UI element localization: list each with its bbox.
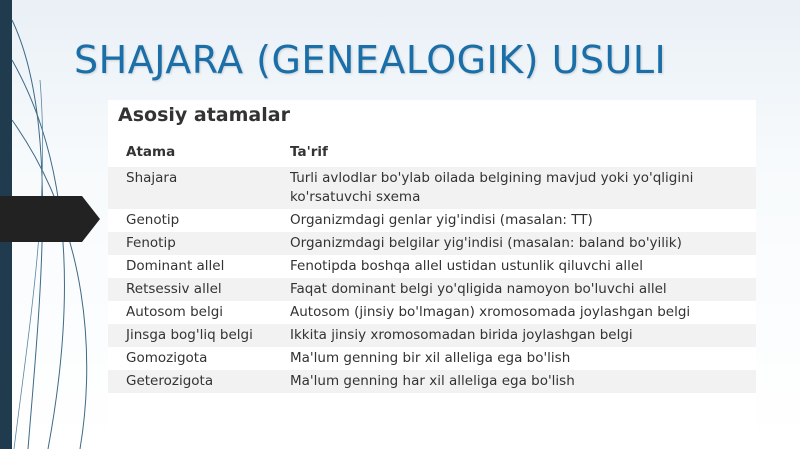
- definition-cell: Organizmdagi genlar yig'indisi (masalan: TT): [290, 212, 593, 228]
- arrow-tab-shape: [0, 196, 100, 242]
- table-row: [108, 324, 756, 347]
- column-header-term: Atama: [126, 144, 176, 160]
- term-cell: Shajara: [126, 170, 178, 186]
- definition-cell: Ma'lum genning har xil alleliga ega bo'lish: [290, 373, 575, 389]
- term-cell: Autosom belgi: [126, 304, 224, 320]
- table-row: [108, 370, 756, 393]
- terms-table: [108, 138, 756, 393]
- term-cell: Retsessiv allel: [126, 281, 222, 297]
- definition-cell: Fenotipda boshqa allel ustidan ustunlik qiluvchi allel: [290, 258, 643, 274]
- table-row: [108, 301, 756, 324]
- column-header-definition: Ta'rif: [290, 144, 328, 160]
- term-cell: Jinsga bog'liq belgi: [126, 327, 253, 343]
- definition-cell: Faqat dominant belgi yo'qligida namoyon bo'luvchi allel: [290, 281, 667, 297]
- term-cell: Genotip: [126, 212, 180, 228]
- definition-cell: Organizmdagi belgilar yig'indisi (masalan: baland bo'yilik): [290, 235, 682, 251]
- slide-title: SHAJARA (GENEALOGIK) USULI: [74, 38, 667, 82]
- table-row: [108, 209, 756, 232]
- card-heading: Asosiy atamalar: [118, 104, 290, 126]
- term-cell: Gomozigota: [126, 350, 208, 366]
- definition-cell: Turli avlodlar bo'ylab oilada belgining mavjud yoki yo'qligini ko'rsatuvchi sxema: [290, 170, 694, 205]
- definition-cell: Ikkita jinsiy xromosomadan birida joylashgan belgi: [290, 327, 633, 343]
- term-cell: Fenotip: [126, 235, 176, 251]
- table-row: [108, 232, 756, 255]
- table-row: [108, 255, 756, 278]
- term-cell: Geterozigota: [126, 373, 214, 389]
- definition-cell: Autosom (jinsiy bo'lmagan) xromosomada joylashgan belgi: [290, 304, 691, 320]
- terms-card: [108, 100, 756, 440]
- table-row: [108, 347, 756, 370]
- definition-cell: Ma'lum genning bir xil alleliga ega bo'lish: [290, 350, 571, 366]
- table-row: [108, 167, 756, 209]
- table-row: [108, 278, 756, 301]
- table-header-row: [108, 138, 756, 167]
- term-cell: Dominant allel: [126, 258, 225, 274]
